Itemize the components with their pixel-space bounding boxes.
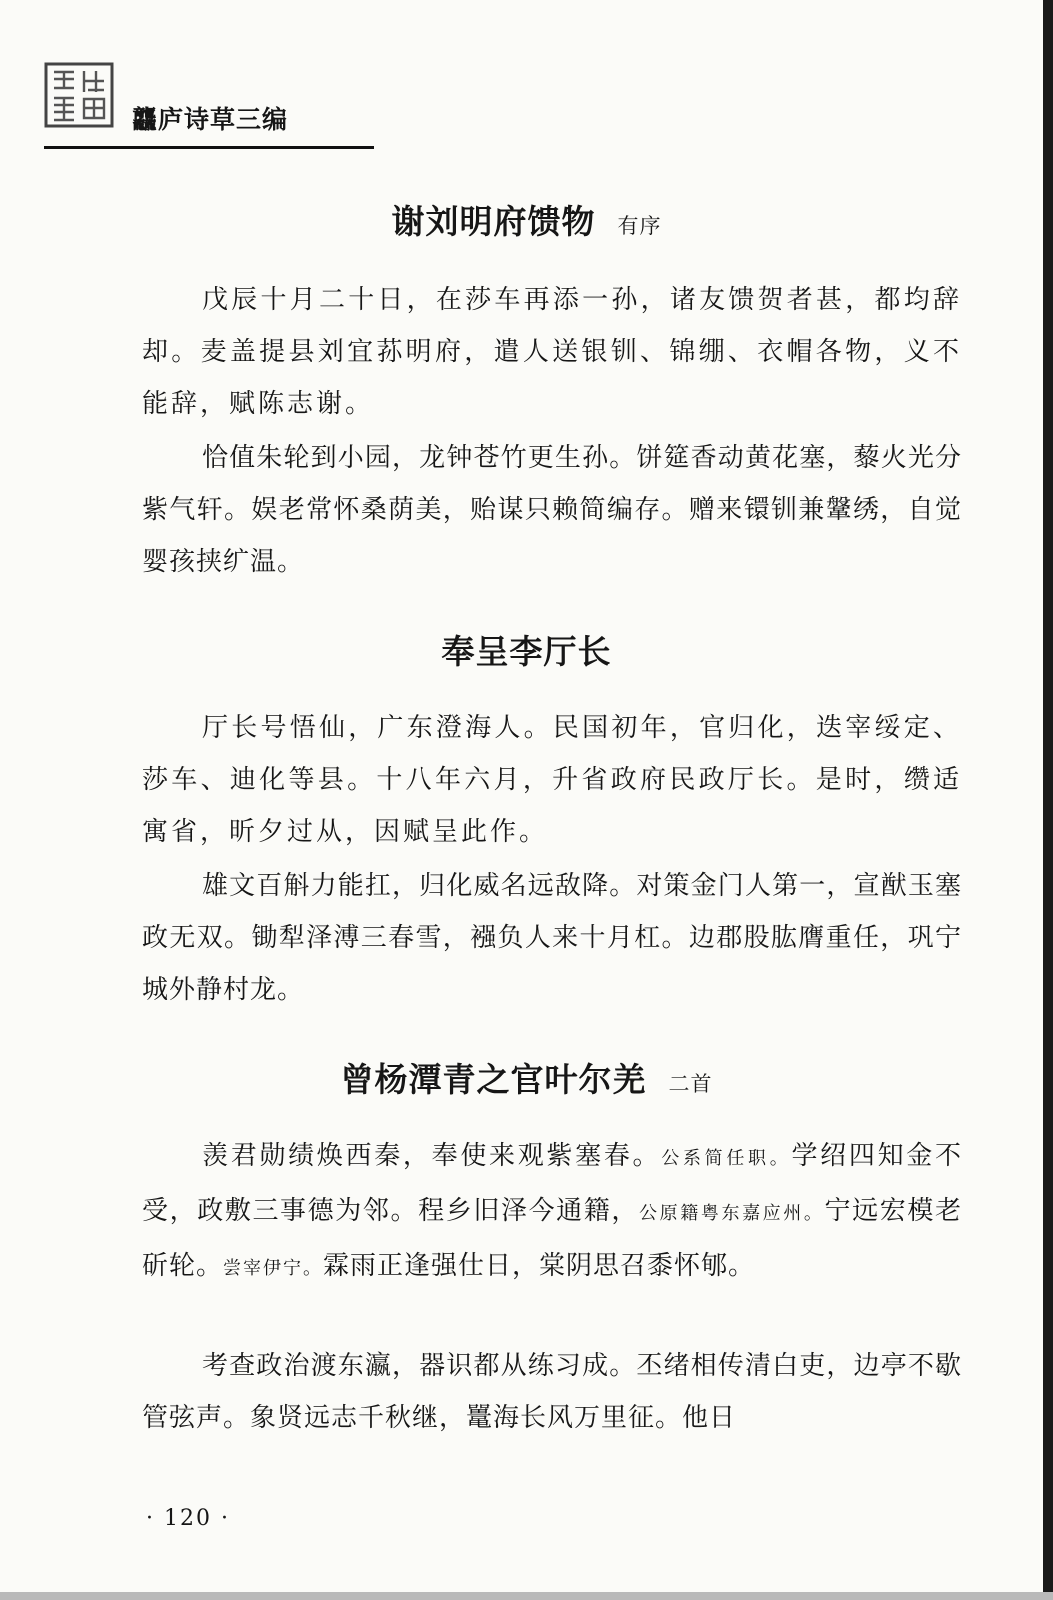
poem-title-note: 二首 <box>668 1072 713 1096</box>
verse-text: 霖雨正逢强仕日，棠阴思召黍怀郇。 <box>323 1251 756 1281</box>
poem-verse <box>142 1130 962 1295</box>
poem-preface: 厅长号悟仙，广东澄海人。民国初年，官归化，迭宰绥定、莎车、迪化等县。十八年六月，升省政府民政厅长。是时，缵适寓省，昕夕过从，因赋呈此作。 <box>142 713 962 847</box>
poem-title <box>0 196 1053 243</box>
verse-text: 羡君勋绩焕西秦，奉使来观紫塞春。 <box>202 1141 662 1171</box>
poem-title-text: 曾杨潭青之官叶尔羌 <box>340 1060 647 1099</box>
poem-title-note: 有序 <box>617 214 662 238</box>
page-number: · 120 · <box>146 1506 230 1531</box>
scan-edge-bottom <box>0 1592 1053 1600</box>
poem-title-text: 奉呈李厅长 <box>441 632 612 671</box>
seal-stamp-logo <box>44 62 114 128</box>
verse-annotation: 公系简任职。 <box>661 1148 792 1169</box>
poem-title <box>0 626 1053 673</box>
verse-annotation: 公原籍粤东嘉应州。 <box>639 1203 825 1224</box>
poem-verse: 恰值朱轮到小园，龙钟苍竹更生孙。饼筵香动黄花塞，藜火光分紫气轩。娱老常怀桑荫美，贻谋只赖简编存。赠来镮钏兼鞶绣，自觉婴孩挟纩温。 <box>142 443 962 577</box>
poem-verse: 考查政治渡东瀛，器识都从练习成。丕绪相传清白吏，边亭不歇管弦声。象贤远志千秋继，鼍海长风万里征。他日 <box>142 1351 962 1433</box>
verse-text: 学绍四知金不受，政敷三事德为邻。程乡旧泽今通籍， <box>142 1141 962 1226</box>
poem-preface: 戊辰十月二十日，在莎车再添一孙，诸友馈贺者甚，都均辞却。麦盖提县刘宜荪明府，遣人送银钏、锦绷、衣帽各物，义不能辞，赋陈志谢。 <box>142 285 962 419</box>
poem-title-text: 谢刘明府馈物 <box>391 202 596 241</box>
verse-text: 宁远宏模老斫轮。 <box>142 1196 962 1281</box>
running-title: 龘庐诗草三编 <box>132 105 289 134</box>
header-rule <box>44 146 374 149</box>
poem-verse: 雄文百斛力能扛，归化威名远敌降。对策金门人第一，宣猷玉塞政无双。锄犁泽溥三春雪，襁负人来十月杠。边郡股肱膺重任，巩宁城外静村龙。 <box>142 871 962 1005</box>
poem-title <box>0 1054 1053 1101</box>
verse-annotation: 尝宰伊宁。 <box>223 1258 324 1279</box>
